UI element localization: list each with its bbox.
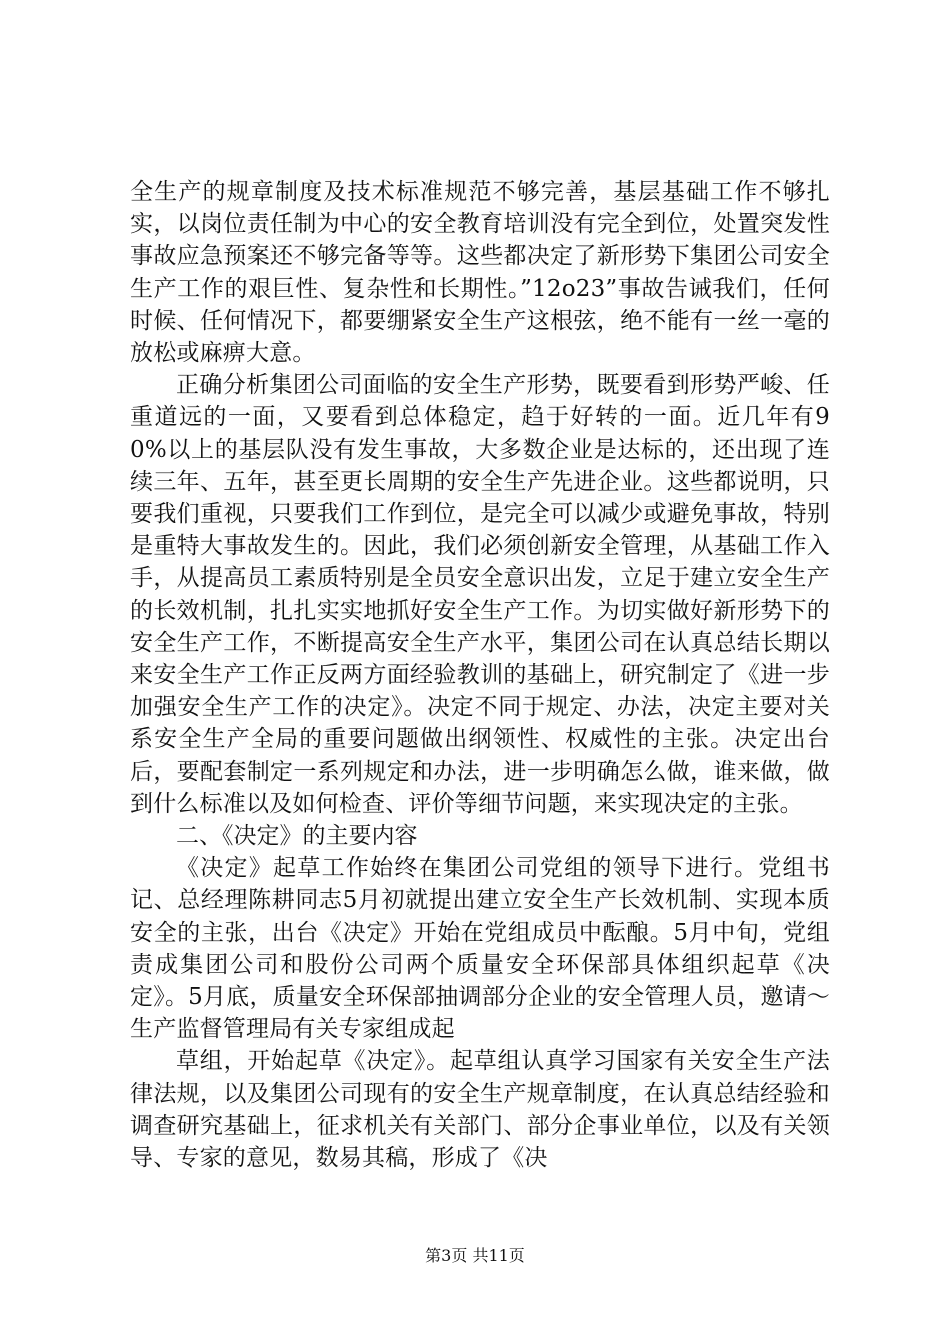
page-footer: 第3页 共11页 [425, 1246, 525, 1265]
paragraph-4: 草组，开始起草《决定》。起草组认真学习国家有关安全生产法律法规，以及集团公司现有的安全生产规章制度，在认真总结经验和调查研究基础上，征求机关有关部门、部分企事业单位，以及有关领导、专家的意见，数易其稿，形成了《决 [130, 1048, 830, 1172]
document-body [130, 176, 830, 1174]
paragraph-3: 《决定》起草工作始终在集团公司党组的领导下进行。党组书记、总经理陈耕同志5月初就提出建立安全生产长效机制、实现本质安全的主张，出台《决定》开始在党组成员中酝酿。5月中旬，党组责成集团公司和股份公司两个质量安全环保部具体组织起草《决定》。5月底，质量安全环保部抽调部分企业的安全管理人员，邀请～生产监督管理局有关专家组成起 [130, 855, 830, 1043]
paragraph-1: 全生产的规章制度及技术标准规范不够完善，基层基础工作不够扎实，以岗位责任制为中心的安全教育培训没有完全到位，处置突发性事故应急预案还不够完备等等。这些都决定了新形势下集团公司安全生产工作的艰巨性、复杂性和长期性。”12o23”事故告诫我们，任何时候、任何情况下，都要绷紧安全生产这根弦，绝不能有一丝一毫的放松或麻痹大意。 [130, 179, 830, 367]
section-heading: 二、《决定》的主要内容 [176, 823, 418, 850]
paragraph-2: 正确分析集团公司面临的安全生产形势，既要看到形势严峻、任重道远的一面，又要看到总体稳定，趋于好转的一面。近几年有90%以上的基层队没有发生事故，大多数企业是达标的，还出现了连续三年、五年，甚至更长周期的安全生产先进企业。这些都说明，只要我们重视，只要我们工作到位，是完全可以减少或避免事故，特别是重特大事故发生的。因此，我们必须创新安全管理，从基础工作入手，从提高员工素质特别是全员安全意识出发，立足于建立安全生产的长效机制，扎扎实实地抓好安全生产工作。为切实做好新形势下的安全生产工作，不断提高安全生产水平，集团公司在认真总结长期以来安全生产工作正反两方面经验教训的基础上，研究制定了《进一步加强安全生产工作的决定》。决定不同于规定、办法，决定主要对关系安全生产全局的重要问题做出纲领性、权威性的主张。决定出台后，要配套制定一系列规定和办法，进一步明确怎么做，谁来做，做到什么标准以及如何检查、评价等细节问题，来实现决定的主张。 [130, 372, 830, 817]
